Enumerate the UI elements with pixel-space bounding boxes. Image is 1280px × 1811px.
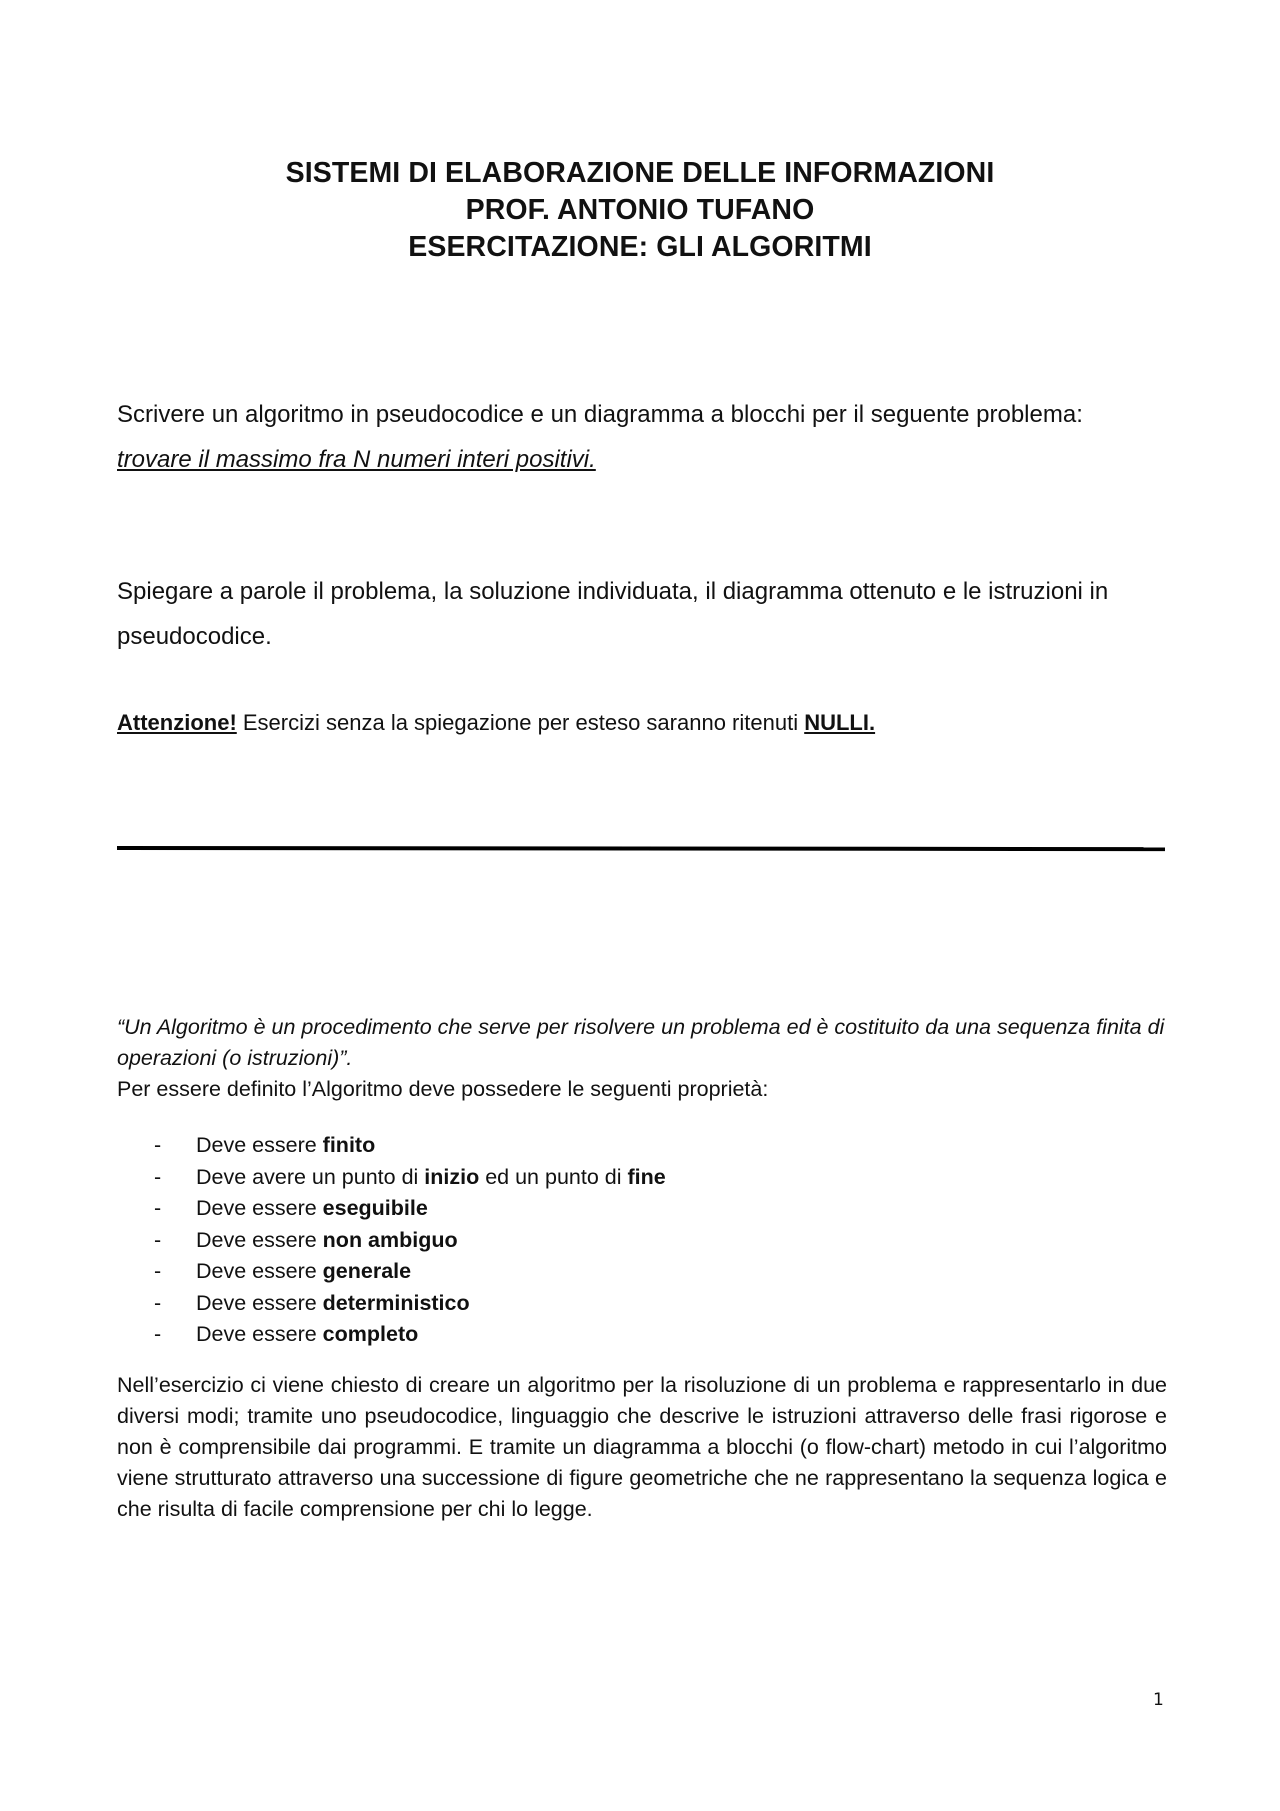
document-header — [0, 155, 1280, 266]
course-title: SISTEMI DI ELABORAZIONE DELLE INFORMAZIONI — [285, 157, 995, 189]
algorithm-definition-quote: “Un Algoritmo è un procedimento che serve per risolvere un problema ed è costituito da una sequenza finita di operazioni (o istruzioni)”. — [117, 1015, 1165, 1070]
list-item: - Deve essere deterministico — [154, 1290, 470, 1315]
warning-text: Esercizi senza la spiegazione per esteso saranno ritenuti — [236, 710, 805, 735]
list-item: - Deve essere completo — [154, 1322, 419, 1346]
properties-lead: Per essere definito l’Algoritmo deve possedere le seguenti proprietà: — [117, 1077, 769, 1101]
list-item: - Deve essere non ambiguo — [154, 1227, 458, 1252]
list-item: - Deve essere finito — [154, 1133, 376, 1157]
intro-paragraph — [117, 392, 1167, 482]
warning-emph: NULLI. — [804, 710, 876, 735]
closing-text: Nell’esercizio ci viene chiesto di creare un algoritmo per la risoluzione di un problema e rappresentarlo in due diversi modi; tramite uno pseudocodice, linguaggio che descrive le istruzioni attraverso delle frasi rigorose e non è comprensibile dai programmi. E tramite un diagramma a blocchi (o flow-chart) metodo in cui l’algoritmo viene strutturato attraverso una successione di figure geometriche che ne rappresentano la sequenza logica e che risulta di facile comprensione per chi lo legge. — [117, 1373, 1167, 1521]
list-item: - Deve essere eseguibile — [154, 1196, 428, 1220]
closing-paragraph — [117, 1370, 1167, 1525]
exercise-title: ESERCITAZIONE: GLI ALGORITMI — [408, 231, 872, 263]
explain-text: Spiegare a parole il problema, la soluzione individuata, il diagramma ottenuto e le istruzioni in pseudocodice. — [117, 578, 1109, 650]
properties-list — [117, 1130, 1167, 1351]
task-statement: trovare il massimo fra N numeri interi positivi. — [117, 446, 596, 473]
list-item: - Deve essere generale — [154, 1259, 412, 1283]
definition-section — [117, 1012, 1167, 1105]
properties-list-wrap — [117, 1130, 1167, 1351]
warning-paragraph — [117, 707, 1167, 738]
page-number: 1 — [1153, 1690, 1164, 1710]
warning-label: Attenzione! — [117, 710, 237, 735]
professor-name: PROF. ANTONIO TUFANO — [465, 194, 815, 226]
intro-text: Scrivere un algoritmo in pseudocodice e un diagramma a blocchi per il seguente problema: — [117, 401, 1083, 428]
horizontal-divider — [117, 846, 1165, 851]
list-item: - Deve avere un punto di inizio ed un punto di fine — [154, 1164, 666, 1189]
explain-paragraph — [117, 569, 1167, 659]
